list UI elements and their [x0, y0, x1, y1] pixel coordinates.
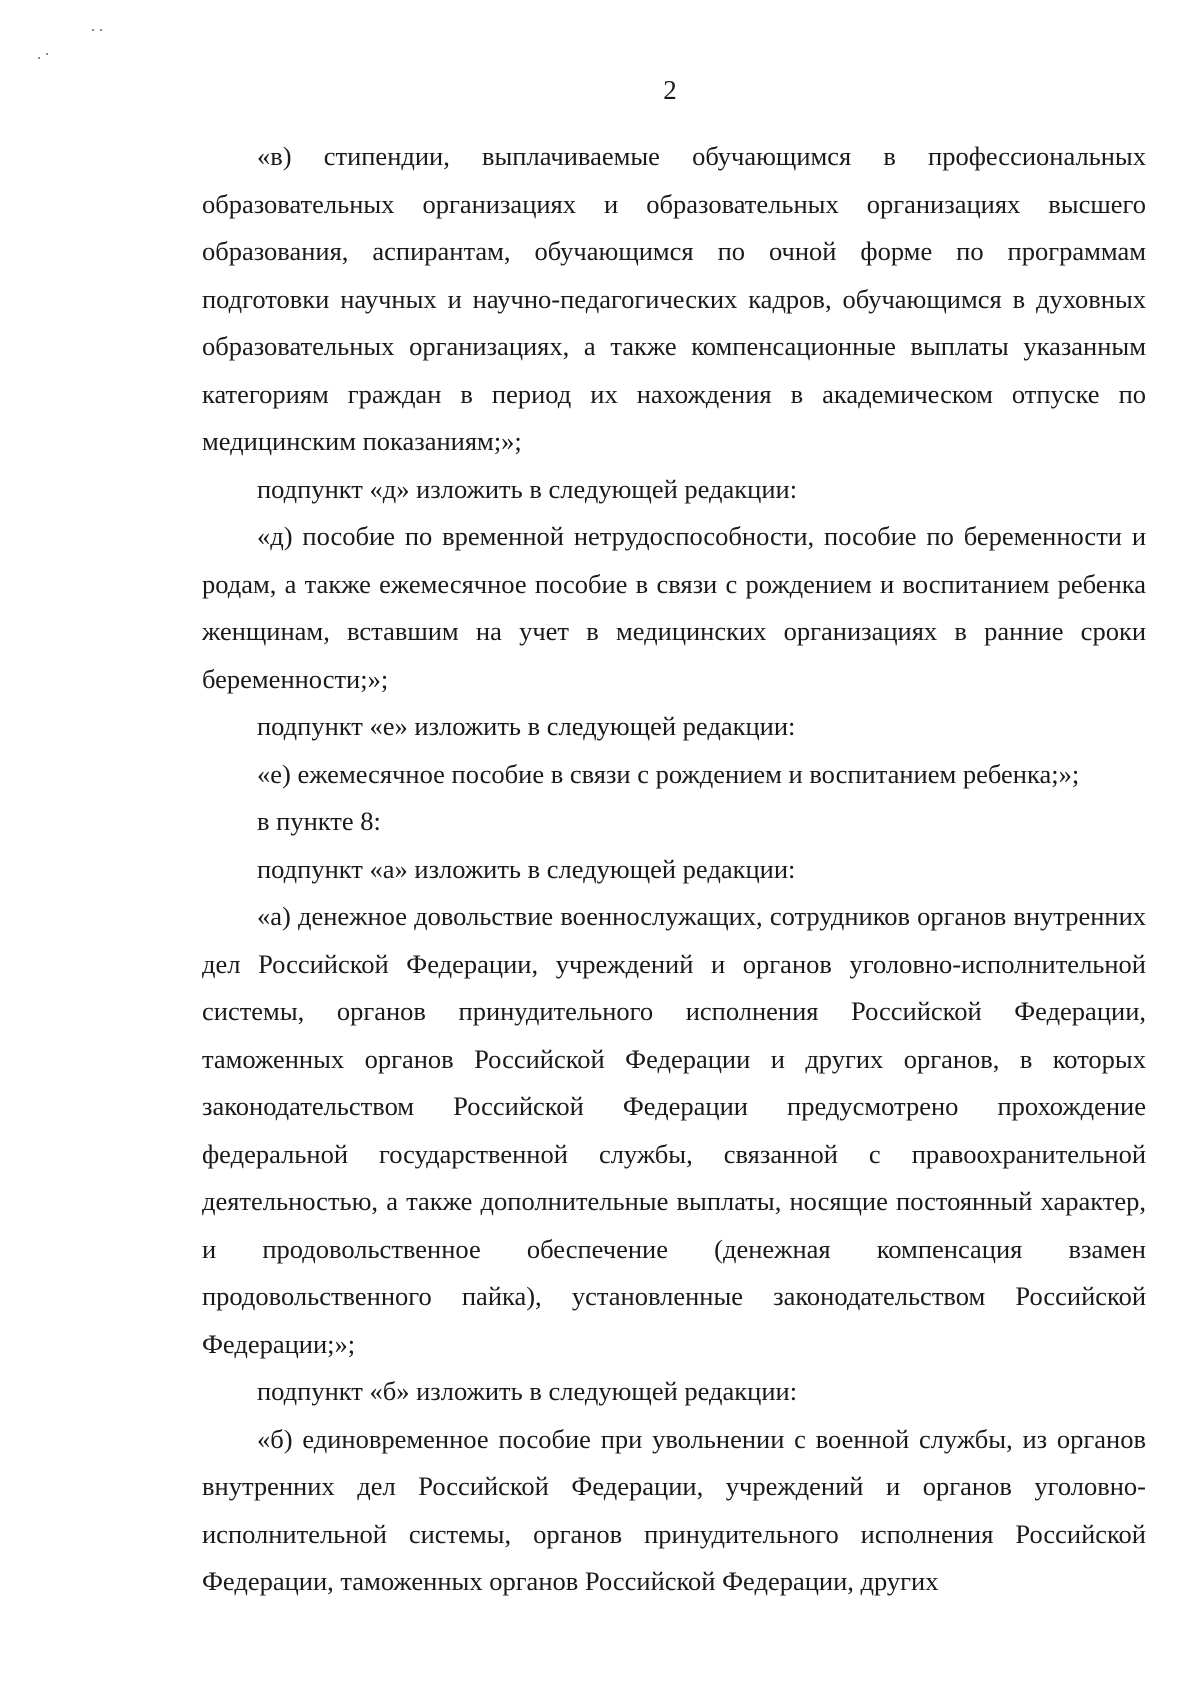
paragraph-instruction-a: подпункт «а» изложить в следующей редакции:	[257, 853, 796, 884]
page-number: 2	[663, 75, 677, 105]
paragraph-instruction-e: подпункт «е» изложить в следующей редакции:	[257, 711, 796, 741]
paragraph-benefits-d: «д) пособие по временной нетрудоспособности, пособие по беременности и родам, а также ежемесячное пособие в связи с рождением и воспитанием ребенка женщинам, вставшим на учет в медицинских организациях в ранние сроки беременности;»;	[202, 521, 1146, 694]
scan-speck	[100, 29, 102, 31]
paragraph-benefits-e: «е) ежемесячное пособие в связи с рождением и воспитанием ребенка;»;	[257, 758, 1080, 789]
document-body	[202, 133, 1146, 1606]
scan-speck	[46, 53, 48, 55]
paragraph-instruction-d: подпункт «д» изложить в следующей редакции:	[257, 473, 798, 504]
paragraph-allowance-a: «а) денежное довольствие военнослужащих, сотрудников органов внутренних дел Российской Федерации, учреждений и органов уголовно-исполнительной системы, органов принудительного исполнения Российской Федерации, таможенных органов Российской Федерации и других органов, в которых законодательством Российской Федерации предусмотрено прохождение федеральной государственной службы, связанной с правоохранительной деятельностью, а также дополнительные выплаты, носящие постоянный характер, и продовольственное обеспечение (денежная компенсация взамен продовольственного пайка), установленные законодательством Российской Федерации;»;	[202, 901, 1146, 1359]
paragraph-severance-b: «б) единовременное пособие при увольнении с военной службы, из органов внутренних дел Российской Федерации, учреждений и органов уголовно-исполнительной системы, органов принудительного исполнения Российской Федерации, таможенных органов Российской Федерации, других	[202, 1423, 1146, 1596]
paragraph-instruction-b: подпункт «б» изложить в следующей редакции:	[257, 1376, 798, 1406]
paragraph-clause-8: в пункте 8:	[257, 806, 381, 836]
paragraph-stipends: «в) стипендии, выплачиваемые обучающимся в профессиональных образовательных организациях и образовательных организациях высшего образования, аспирантам, обучающимся по очной форме по программам подготовки научных и научно-педагогических кадров, обучающимся в духовных образовательных организациях, а также компенсационные выплаты указанным категориям граждан в период их нахождения в академическом отпуске по медицинским показаниям;»;	[202, 141, 1146, 456]
scan-speck	[92, 29, 94, 31]
scan-speck	[38, 57, 40, 59]
